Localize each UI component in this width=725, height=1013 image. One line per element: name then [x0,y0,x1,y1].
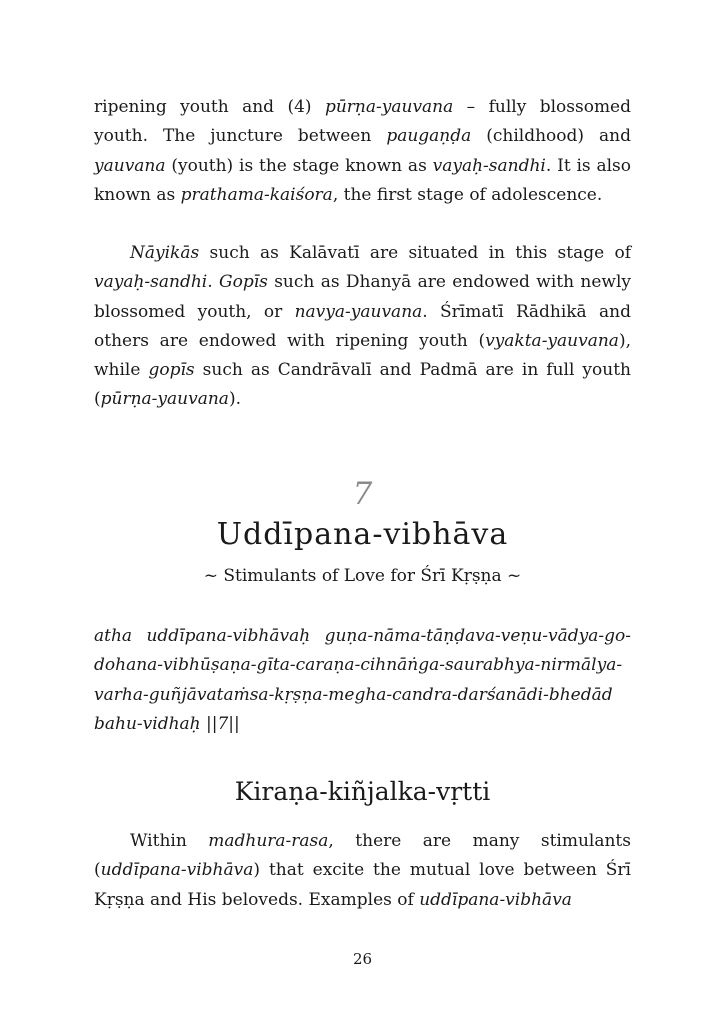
text-run: ). [228,389,241,410]
sanskrit-term: uddīpana-vibhāva [419,889,572,910]
text-run: (childhood) and [471,126,631,147]
text-run: ) that excite the mutual love between Śrī Kṛṣṇa and His beloveds. Examples of [94,860,631,910]
page-number: 26 [352,950,373,968]
section-heading: Kiraṇa-kiñjalka-vṛtti [234,777,491,806]
paragraph-nayikas [94,239,631,415]
sanskrit-term: pūrṇa-yauvana [100,389,229,410]
sanskrit-term: navya-yauvana [294,301,423,322]
text-run: . [207,272,219,293]
text-run: – fully blossomed youth. The juncture between [94,97,632,147]
text-run: ripening youth and (4) [94,97,325,117]
sanskrit-term: vayaḥ-sandhi [432,155,546,176]
text-run: such as Kalāvatī are situated in this stage of [199,243,631,263]
text-run: , the first stage of adolescence. [332,184,603,205]
sanskrit-term: paugaṇḍa [386,126,472,147]
text-run: ), while [94,330,631,381]
paragraph-youth-stages [94,93,631,210]
sanskrit-term: Nāyikās [130,243,200,263]
sanskrit-term: prathama-kaiśora [180,184,333,205]
text-run: (youth) is the stage known as [165,155,433,176]
sanskrit-term: gopīs [148,360,195,381]
text-run: , there are many stimulants ( [94,831,631,881]
sanskrit-term: Gopīs [219,272,268,293]
text-run: Within [130,831,209,851]
sanskrit-term: vyakta-yauvana [485,330,619,351]
text-run: . It is also known as [94,155,631,205]
sanskrit-term: madhura-rasa [208,831,329,851]
text-run: such as Dhanyā are endowed with newly blossomed youth, or [94,272,631,322]
sanskrit-term: uddīpana-vibhāva [100,860,254,881]
sanskrit-term: yauvana [94,155,166,176]
text-run: such as Candrāvalī and Padmā are in full youth ( [94,360,631,410]
chapter-subtitle: ~ Stimulants of Love for Śrī Kṛṣṇa ~ [203,566,522,586]
sanskrit-verse: atha uddīpana-vibhāvaḥ guṇa-nāma-tāṇḍava-veṇu-vādya-go-dohana-vibhūṣaṇa-gīta-caraṇa-cihnāṅga-saurabhya-nirmālya-varha-guñjāvataṁsa-kṛṣṇa-megha-candra-darśanādi-bhedād bahu-vidhaḥ ||7|| [94,626,631,734]
sanskrit-term: pūrṇa-yauvana [324,97,454,117]
sanskrit-term: vayaḥ-sandhi [94,272,208,293]
text-run: . Śrīmatī Rādhikā and others are endowed with ripening youth ( [94,301,631,351]
chapter-title: Uddīpana-vibhāva [216,517,509,552]
chapter-number: 7 [352,476,373,512]
paragraph-madhura-rasa [94,827,631,915]
